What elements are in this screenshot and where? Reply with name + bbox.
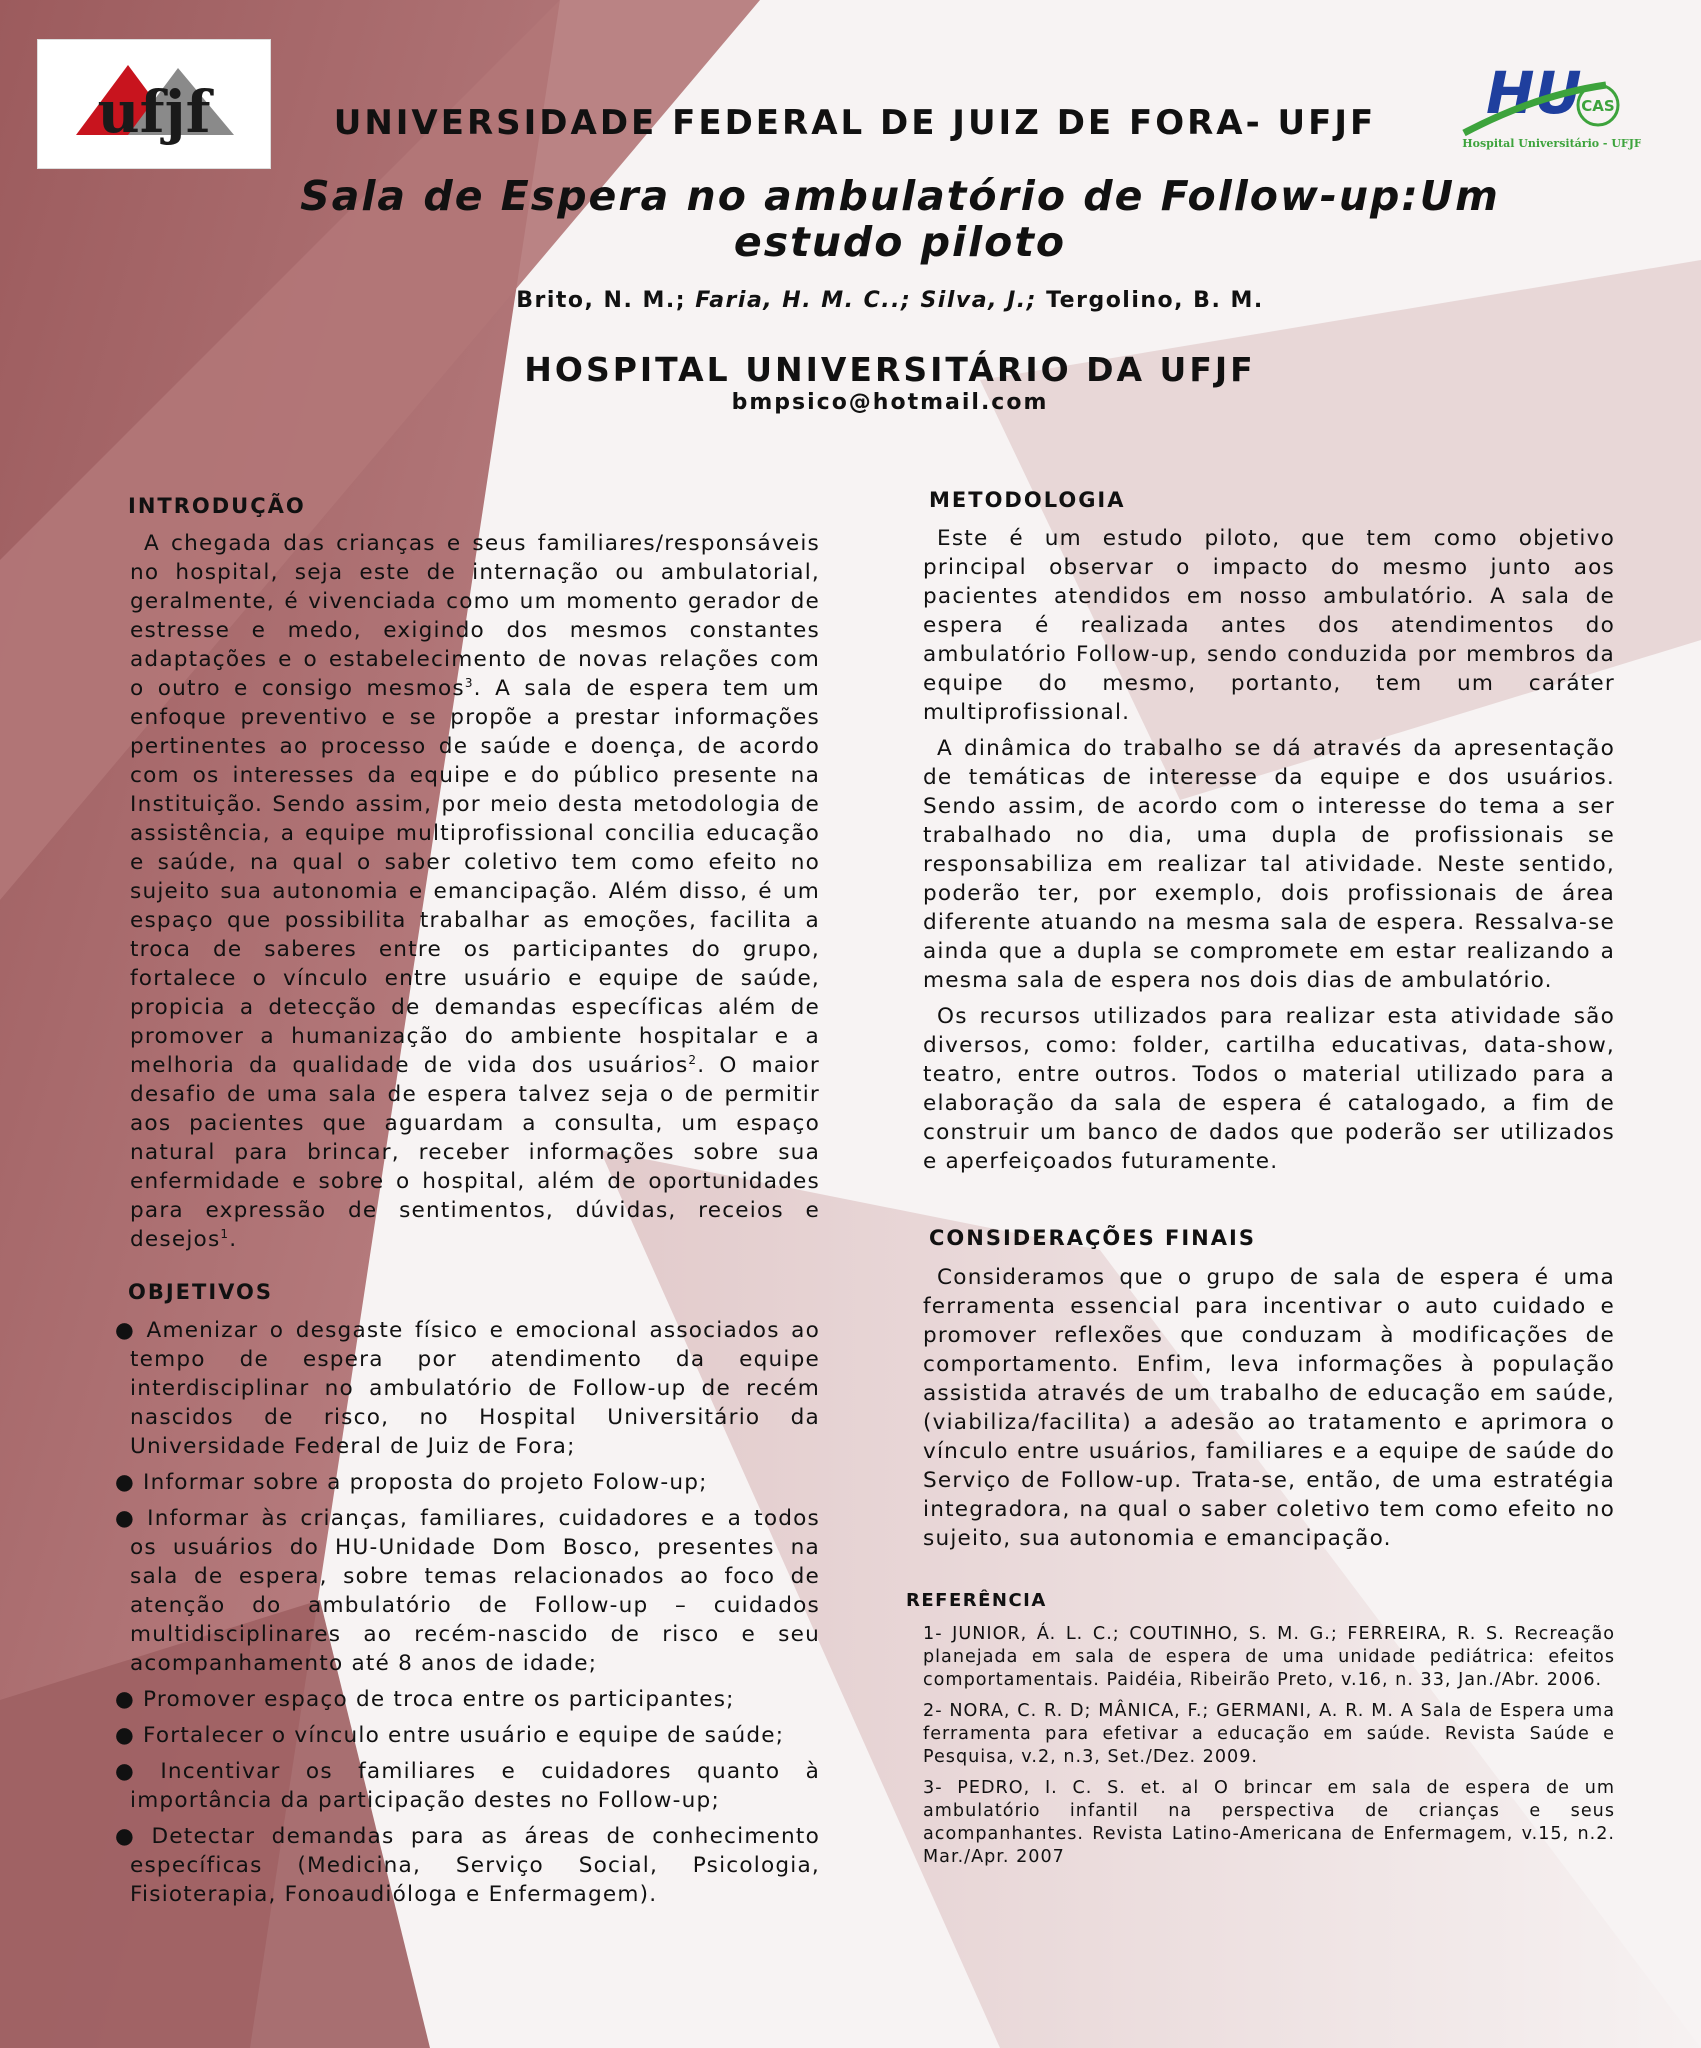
- reference-item: 1- JUNIOR, Á. L. C.; COUTINHO, S. M. G.; FERREIRA, R. S. Recreação planejada em sala de espera de uma unidade pediátrica: efeitos comportamentais. Paidéia, Ribeirão Preto, v.16, n. 33, Jan./Abr. 2006.: [923, 1624, 1615, 1690]
- methodology-section: [923, 524, 1615, 1176]
- intro-citation-3: 3: [464, 675, 474, 690]
- objective-item: [115, 1721, 820, 1750]
- intro-citation-1: 1: [220, 1226, 230, 1241]
- author-coauthors: Faria, H. M. C..; Silva, J.;: [695, 288, 1047, 313]
- ufjf-logo-graphic: [38, 40, 270, 168]
- methodology-paragraph-3: Os recursos utilizados para realizar esta atividade são diversos, como: folder, cartilha educativas, data-show, teatro, entre outros. Todos o material utilizado para a elaboração da sala de espera é catalogado, a fim de construir um banco de dados que poderão ser utilizados e aperfeiçoados futuramente.: [923, 1004, 1615, 1174]
- poster-title: Sala de Espera no ambulatório de Follow-up:Um estudo piloto: [300, 172, 1500, 266]
- final-considerations-paragraph: Consideramos que o grupo de sala de espera é uma ferramenta essencial para incentivar o auto cuidado e promover reflexões que conduzam à modificações de comportamento. Enfim, leva informações à população assistida através de um trabalho de educação em saúde, (viabiliza/facilita) a adesão ao tratamento e aprimora o vínculo entre usuários, familiares e a equipe de saúde do Serviço de Follow-up. Trata-se, então, de uma estratégia integradora, na qual o saber coletivo tem como efeito no sujeito, sua autonomia e emancipação.: [923, 1265, 1615, 1551]
- objective-text: Amenizar o desgaste físico e emocional associados ao tempo de espera por atendimento da equipe interdisciplinar no ambulatório de Follow-up de recém nascidos de risco, no Hospital Universitário da Universidade Federal de Juiz de Fora;: [130, 1318, 820, 1459]
- intro-paragraph: [130, 529, 820, 1254]
- objective-text: Incentivar os familiares e cuidadores quanto à importância da participação destes no Follow-up;: [130, 1759, 821, 1813]
- objective-item: [115, 1316, 820, 1461]
- methodology-paragraph-1: Este é um estudo piloto, que tem como objetivo principal observar o impacto do mesmo junto aos pacientes atendidos em nosso ambulatório. A sala de espera é realizada antes dos atendimentos do ambulatório Follow-up, sendo conduzida por membros da equipe do mesmo, portanto, tem um caráter multiprofissional.: [923, 526, 1615, 725]
- intro-text-3: . O maior desafio de uma sala de espera talvez seja o de permitir aos pacientes que aguardam a consulta, um espaço natural para brincar, receber informações sobre sua enfermidade e sobre o hospital, além de oportunidades para expressão de sentimentos, dúvidas, receios e desejos: [130, 1053, 820, 1252]
- bullet-icon: ●: [115, 1687, 136, 1712]
- institution-title: UNIVERSIDADE FEDERAL DE JUIZ DE FORA- UFJF: [333, 103, 1377, 143]
- authors: [250, 288, 1530, 313]
- final-considerations-heading: CONSIDERAÇÕES FINAIS: [929, 1226, 1256, 1250]
- ufjf-logo: [37, 39, 271, 169]
- hu-logo-caption: Hospital Universitário - UFJF: [1462, 137, 1641, 150]
- reference-item: 3- PEDRO, I. C. S. et. al O brincar em sala de espera de um ambulatório infantil na perspectiva de crianças e seus acompanhantes. Revista Latino-Americana de Enfermagem, v.15, n.2. Mar./Apr. 2007: [923, 1778, 1615, 1867]
- contact-email: bmpsico@hotmail.com: [731, 390, 1049, 415]
- objectives-list: [115, 1316, 821, 1909]
- intro-section: [130, 529, 820, 1254]
- methodology-heading: METODOLOGIA: [929, 488, 1126, 512]
- cas-logo-text: CAS: [1581, 97, 1615, 115]
- bullet-icon: ●: [115, 1759, 153, 1784]
- ufjf-logo-text: ufjf: [97, 78, 211, 146]
- final-considerations-section: [923, 1263, 1615, 1553]
- author-last: Tergolino, B. M.: [1046, 288, 1264, 313]
- hospital-name: HOSPITAL UNIVERSITÁRIO DA UFJF: [524, 350, 1256, 389]
- bullet-icon: ●: [115, 1824, 144, 1849]
- objective-item: [115, 1822, 821, 1909]
- objective-text: Fortalecer o vínculo entre usuário e equipe de saúde;: [143, 1723, 785, 1748]
- objective-text: Detectar demandas para as áreas de conhecimento específicas (Medicina, Serviço Social, Psicologia, Fisioterapia, Fonoaudióloga e Enfermagem).: [130, 1824, 821, 1907]
- intro-text-4: .: [229, 1227, 238, 1252]
- hu-cas-logo: [1456, 55, 1641, 155]
- bullet-icon: ●: [115, 1470, 136, 1495]
- bullet-icon: ●: [115, 1506, 140, 1531]
- author-main: Brito, N. M.;: [516, 288, 696, 313]
- intro-text-2: . A sala de espera tem um enfoque preventivo e se propõe a prestar informações pertinentes ao processo de saúde e doença, de acordo com os interesses da equipe e do público presente na Instituição. Sendo assim, por meio desta metodologia de assistência, a equipe multiprofissional concilia educação e saúde, na qual o saber coletivo tem como efeito no sujeito sua autonomia e emancipação. Além disso, é um espaço que possibilita trabalhar as emoções, facilita a troca de saberes entre os participantes do grupo, fortalece o vínculo entre usuário e equipe de saúde, propicia a detecção de demandas específicas além de promover a humanização do ambiente hospitalar e a melhoria da qualidade de vida dos usuários: [130, 676, 820, 1078]
- hu-logo-text: HU: [1486, 59, 1582, 127]
- hu-cas-logo-graphic: [1456, 55, 1641, 155]
- methodology-paragraph-2: A dinâmica do trabalho se dá através da apresentação de temáticas de interesse da equipe e dos usuários. Sendo assim, de acordo com o interesse do tema a ser trabalhado no dia, uma dupla de profissionais se responsabiliza em realizar tal atividade. Neste sentido, poderão ter, por exemplo, dois profissionais de área diferente atuando na mesma sala de espera. Ressalva-se ainda que a dupla se compromete em estar realizando a mesma sala de espera nos dois dias de ambulatório.: [923, 736, 1615, 993]
- objective-item: [115, 1685, 820, 1714]
- objective-item: [115, 1757, 821, 1815]
- objective-text: Informar às crianças, familiares, cuidadores e a todos os usuários do HU-Unidade Dom Bosco, presentes na sala de espera, sobre temas relacionados ao foco de atenção do ambulatório de Follow-up – cuidados multidisciplinares ao recém-nascido de risco e seu acompanhamento até 8 anos de idade;: [130, 1506, 820, 1676]
- reference-item: 2- NORA, C. R. D; MÂNICA, F.; GERMANI, A. R. M. A Sala de Espera uma ferramenta para efetivar a educação em saúde. Revista Saúde e Pesquisa, v.2, n.3, Set./Dez. 2009.: [923, 1701, 1615, 1767]
- references-list: [923, 1623, 1615, 1877]
- intro-citation-2: 2: [688, 1052, 698, 1067]
- intro-heading: INTRODUÇÃO: [128, 494, 306, 518]
- references-heading: REFERÊNCIA: [906, 1590, 1047, 1611]
- objectives-section: [115, 1316, 821, 1916]
- bullet-icon: ●: [115, 1723, 136, 1748]
- objective-item: [115, 1504, 820, 1678]
- objective-text: Informar sobre a proposta do projeto Folow-up;: [143, 1470, 708, 1495]
- bullet-icon: ●: [115, 1318, 139, 1343]
- objective-item: [115, 1468, 820, 1497]
- intro-text-1: A chegada das crianças e seus familiares/responsáveis no hospital, seja este de internação ou ambulatorial, geralmente, é vivenciada como um momento gerador de estresse e medo, exigindo dos mesmos constantes adaptações e o estabelecimento de novas relações com o outro e consigo mesmos: [130, 531, 820, 701]
- objective-text: Promover espaço de troca entre os participantes;: [143, 1687, 735, 1712]
- objectives-heading: OBJETIVOS: [128, 1280, 274, 1304]
